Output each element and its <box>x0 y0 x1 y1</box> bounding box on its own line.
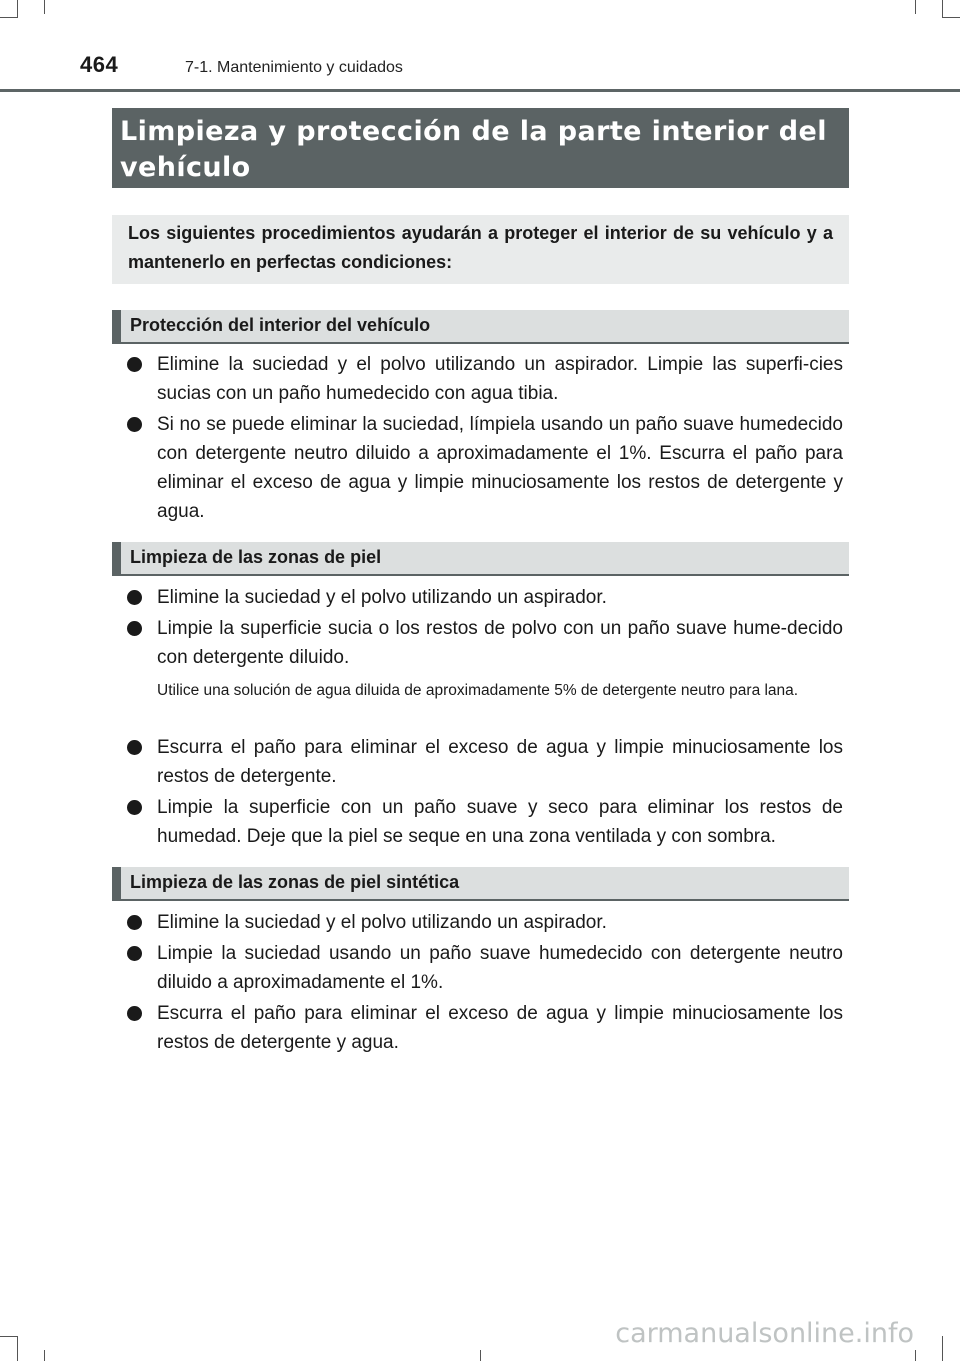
bullet-list <box>126 733 843 853</box>
bullet-icon <box>127 740 142 755</box>
list-item-text: Elimine la suciedad y el polvo utilizando un aspirador. <box>157 912 607 933</box>
intro-box <box>112 215 849 284</box>
section-heading <box>112 542 849 576</box>
crop-mark <box>942 0 943 18</box>
list-item-text: Elimine la suciedad y el polvo utilizando un aspirador. <box>157 587 607 608</box>
bullet-icon <box>127 1006 142 1021</box>
bullet-icon <box>127 915 142 930</box>
crop-mark <box>44 1350 45 1361</box>
list-item <box>126 350 843 408</box>
bullet-icon <box>127 590 142 605</box>
list-item-text: Limpie la suciedad usando un paño suave humedecido con detergente neutro diluido a aproximadamente el 1%. <box>157 943 843 993</box>
bullet-icon <box>127 800 142 815</box>
running-title: 7-1. Mantenimiento y cuidados <box>185 59 403 76</box>
list-item <box>126 939 843 997</box>
bullet-list <box>126 350 843 528</box>
header-rule <box>0 89 960 92</box>
list-item-text: Si no se puede eliminar la suciedad, límpiela usando un paño suave humedecido con detergente neutro diluido a aproximadamente el 1%. Escurra el paño para eliminar el exceso de agua y limpie minuciosamente los restos de detergente y agua. <box>157 414 843 522</box>
section-heading <box>112 867 849 901</box>
bullet-icon <box>127 417 142 432</box>
crop-mark <box>915 0 916 14</box>
list-item <box>126 999 843 1057</box>
section-heading-text: Limpieza de las zonas de piel sintética <box>130 872 460 892</box>
crop-mark <box>915 1350 916 1361</box>
list-item <box>126 733 843 791</box>
page-title: Limpieza y protección de la parte interior del vehículo <box>120 116 827 183</box>
list-item <box>126 583 843 612</box>
bullet-icon <box>127 621 142 636</box>
title-banner <box>112 108 849 188</box>
list-item <box>126 614 843 672</box>
crop-mark <box>0 17 18 18</box>
section-heading <box>112 310 849 344</box>
bullet-list <box>126 908 843 1059</box>
list-item <box>126 410 843 526</box>
list-item-text: Elimine la suciedad y el polvo utilizando un aspirador. Limpie las superfi-cies sucias con un paño humedecido con agua tibia. <box>157 354 843 404</box>
bullet-icon <box>127 357 142 372</box>
crop-mark <box>480 1350 481 1361</box>
section-heading-text: Protección del interior del vehículo <box>130 315 431 335</box>
note-text: Utilice una solución de agua diluida de aproximadamente 5% de detergente neutro para lana. <box>157 682 799 699</box>
intro-text: Los siguientes procedimientos ayudarán a proteger el interior de su vehículo y a mantenerlo en perfectas condiciones: <box>128 223 833 272</box>
crop-mark <box>17 1336 18 1361</box>
bullet-list <box>126 583 843 674</box>
crop-mark <box>0 1336 18 1337</box>
list-item-text: Limpie la superficie con un paño suave y seco para eliminar los restos de humedad. Deje que la piel se seque en una zona ventilada y con sombra. <box>157 797 843 847</box>
list-item-text: Escurra el paño para eliminar el exceso de agua y limpie minuciosamente los restos de detergente y agua. <box>157 1003 843 1053</box>
crop-mark <box>17 0 18 18</box>
list-item <box>126 908 843 937</box>
crop-mark <box>942 17 960 18</box>
list-item-text: Limpie la superficie sucia o los restos de polvo con un paño suave hume-decido con detergente diluido. <box>157 618 843 668</box>
crop-mark <box>44 0 45 14</box>
list-item <box>126 793 843 851</box>
list-item-text: Escurra el paño para eliminar el exceso de agua y limpie minuciosamente los restos de detergente. <box>157 737 843 787</box>
crop-mark <box>942 1336 943 1361</box>
watermark: carmanualsonline.info <box>615 1318 914 1349</box>
section-heading-text: Limpieza de las zonas de piel <box>130 547 382 567</box>
page-number: 464 <box>80 52 119 77</box>
bullet-icon <box>127 946 142 961</box>
